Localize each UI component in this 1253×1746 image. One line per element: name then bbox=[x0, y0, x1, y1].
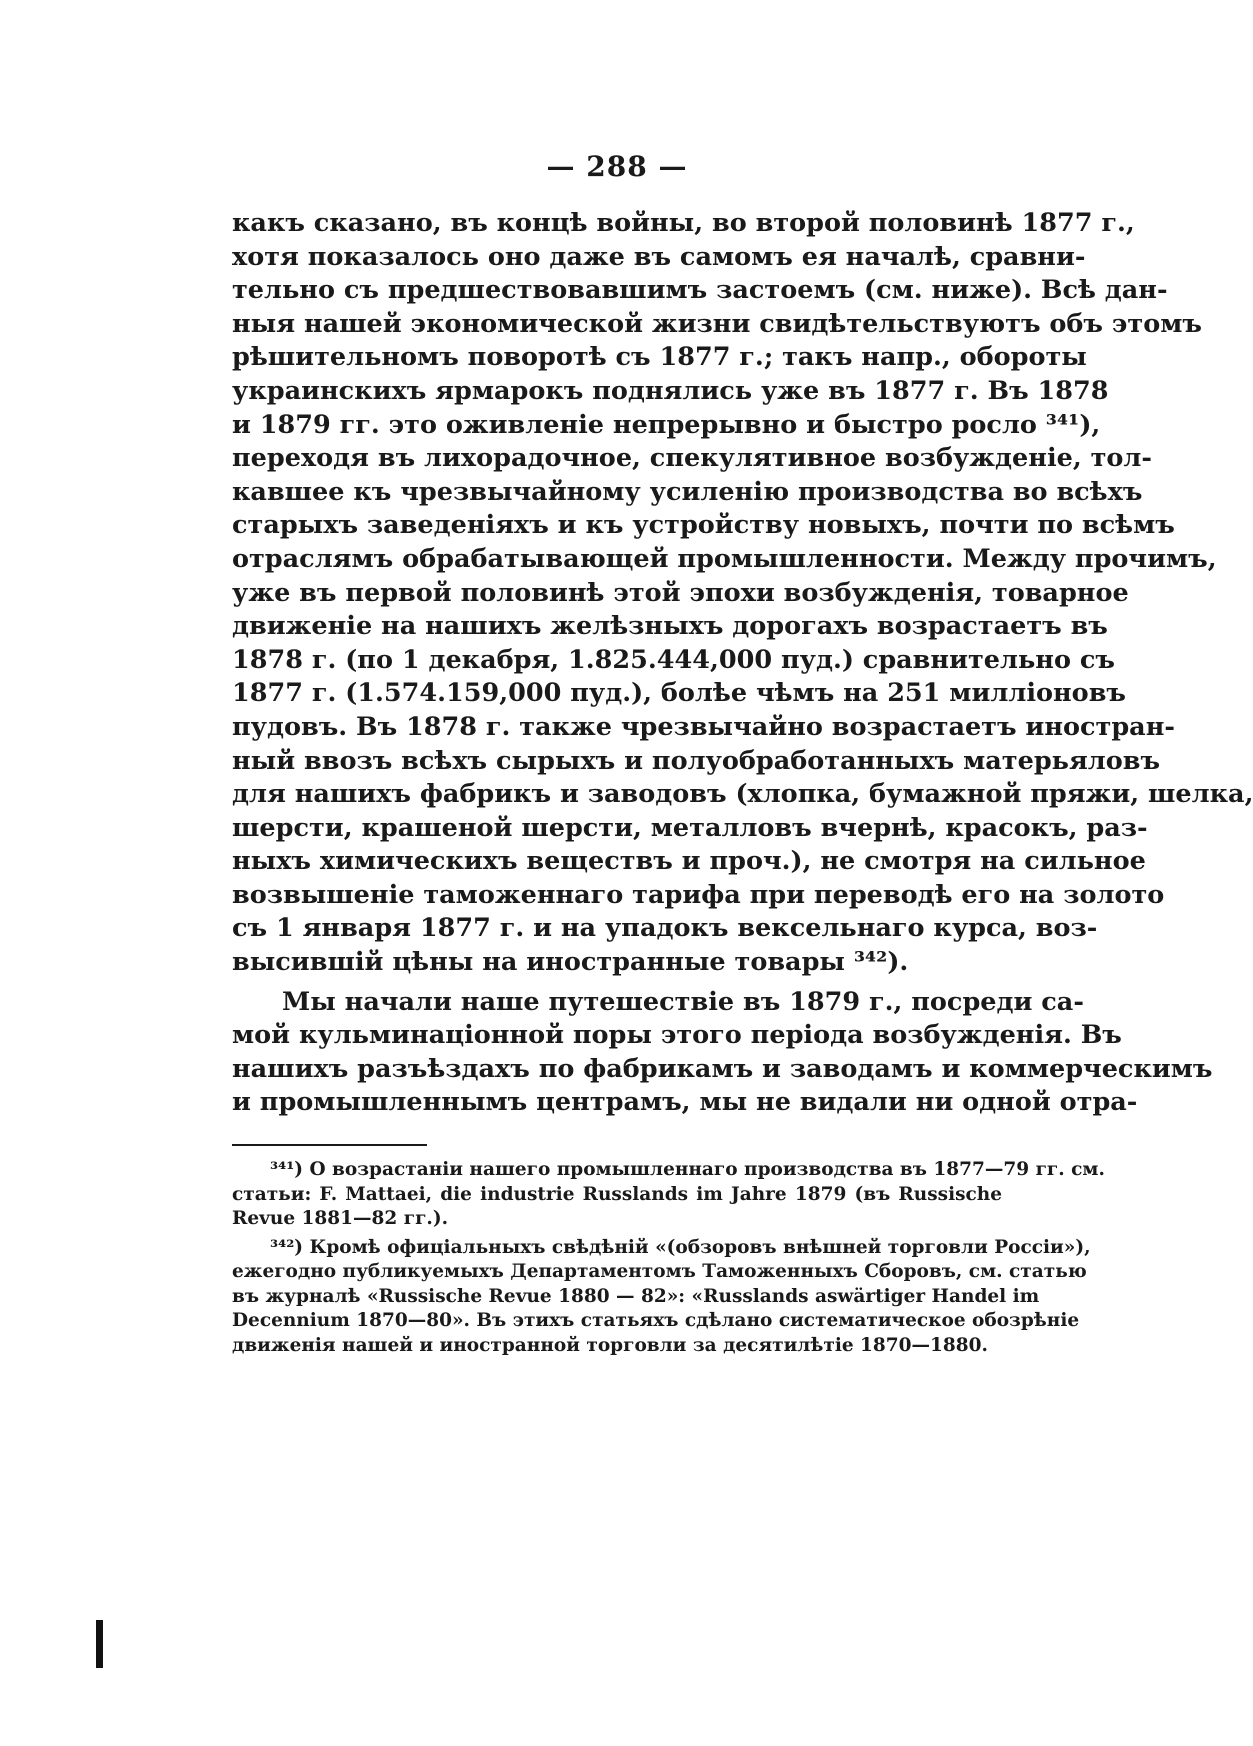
footnote-line: ³⁴²) Кромѣ офиціальныхъ свѣдѣній «(обзоровъ внѣшней торговли Россіи»), bbox=[270, 1236, 1091, 1258]
text-line: движеніе на нашихъ желѣзныхъ дорогахъ возрастаетъ въ bbox=[232, 611, 1108, 642]
footnote-line: Revue 1881—82 гг.). bbox=[232, 1208, 449, 1230]
text-line: уже въ первой половинѣ этой эпохи возбужденія, товарное bbox=[232, 577, 1129, 608]
text-line: хотя показалось оно даже въ самомъ ея началѣ, сравни- bbox=[232, 241, 1086, 272]
footnote-line: ³⁴¹) О возрастаніи нашего промышленнаго производства въ 1877—79 гг. см. bbox=[270, 1159, 1105, 1181]
footnote-line: Decennium 1870—80». Въ этихъ статьяхъ сдѣлано систематическое обозрѣніе bbox=[232, 1310, 1080, 1332]
text-line: шерсти, крашеной шерсти, металловъ вчернѣ, красокъ, раз- bbox=[232, 812, 1148, 843]
footnote-separator bbox=[232, 1144, 427, 1146]
book-page bbox=[232, 150, 1253, 1358]
text-line: ный ввозъ всѣхъ сырыхъ и полуобработанныхъ матерьяловъ bbox=[232, 745, 1161, 776]
text-line: 1878 г. (по 1 декабря, 1.825.444,000 пуд.) сравнительно съ bbox=[232, 644, 1115, 675]
text-line: переходя въ лихорадочное, спекулятивное возбужденіе, тол- bbox=[232, 443, 1152, 474]
text-line: рѣшительномъ поворотѣ съ 1877 г.; такъ напр., обороты bbox=[232, 342, 1087, 373]
text-line: и промышленнымъ центрамъ, мы не видали ни одной отра- bbox=[232, 1087, 1138, 1118]
footnote-line: движенія нашей и иностранной торговли за десятилѣтіе 1870—1880. bbox=[232, 1334, 988, 1356]
text-line: тельно съ предшествовавшимъ застоемъ (см. ниже). Всѣ дан- bbox=[232, 275, 1168, 306]
text-line: высившій цѣны на иностранные товары ³⁴²). bbox=[232, 947, 909, 978]
footnote-line: ежегодно публикуемыхъ Департаментомъ Таможенныхъ Сборовъ, см. статью bbox=[232, 1261, 1087, 1283]
text-line: нашихъ разъѣздахъ по фабрикамъ и заводамъ и коммерческимъ bbox=[232, 1053, 1213, 1084]
text-line: съ 1 января 1877 г. и на упадокъ вексельнаго курса, воз- bbox=[232, 913, 1098, 944]
page-number: — 288 — bbox=[546, 150, 688, 183]
text-line: для нашихъ фабрикъ и заводовъ (хлопка, бумажной пряжи, шелка, bbox=[232, 779, 1253, 810]
text-line: ныя нашей экономической жизни свидѣтельствуютъ объ этомъ bbox=[232, 308, 1202, 339]
text-line: старыхъ заведеніяхъ и къ устройству новыхъ, почти по всѣмъ bbox=[232, 510, 1175, 541]
text-line: мой кульминаціонной поры этого періода возбужденія. Въ bbox=[232, 1020, 1122, 1051]
text-line: отраслямъ обрабатывающей промышленности. Между прочимъ, bbox=[232, 543, 1217, 574]
footnote-line: статьи: F. Mattaei, die industrie Russlands im Jahre 1879 (въ Russische bbox=[232, 1183, 1002, 1205]
footnote-line: въ журналѣ «Russische Revue 1880 — 82»: «Russlands aswärtiger Handel im bbox=[232, 1285, 1040, 1307]
text-line: ныхъ химическихъ веществъ и проч.), не смотря на сильное bbox=[232, 846, 1146, 877]
text-line: какъ сказано, въ концѣ войны, во второй половинѣ 1877 г., bbox=[232, 208, 1135, 238]
text-line: Мы начали наше путешествіе въ 1879 г., посреди са- bbox=[282, 986, 1084, 1017]
text-line: возвышеніе таможеннаго тарифа при переводѣ его на золото bbox=[232, 879, 1165, 910]
footnotes bbox=[232, 1158, 1105, 1358]
text-line: пудовъ. Въ 1878 г. также чрезвычайно возрастаетъ иностран- bbox=[232, 711, 1175, 742]
text-line: украинскихъ ярмарокъ поднялись уже въ 1877 г. Въ 1878 bbox=[232, 375, 1109, 406]
margin-mark bbox=[96, 1620, 103, 1668]
text-line: 1877 г. (1.574.159,000 пуд.), болѣе чѣмъ на 251 милліоновъ bbox=[232, 678, 1126, 709]
body-text bbox=[232, 207, 1253, 1120]
text-line: кавшее къ чрезвычайному усиленію производства во всѣхъ bbox=[232, 476, 1143, 507]
text-line: и 1879 гг. это оживленіе непрерывно и быстро росло ³⁴¹), bbox=[232, 409, 1101, 440]
